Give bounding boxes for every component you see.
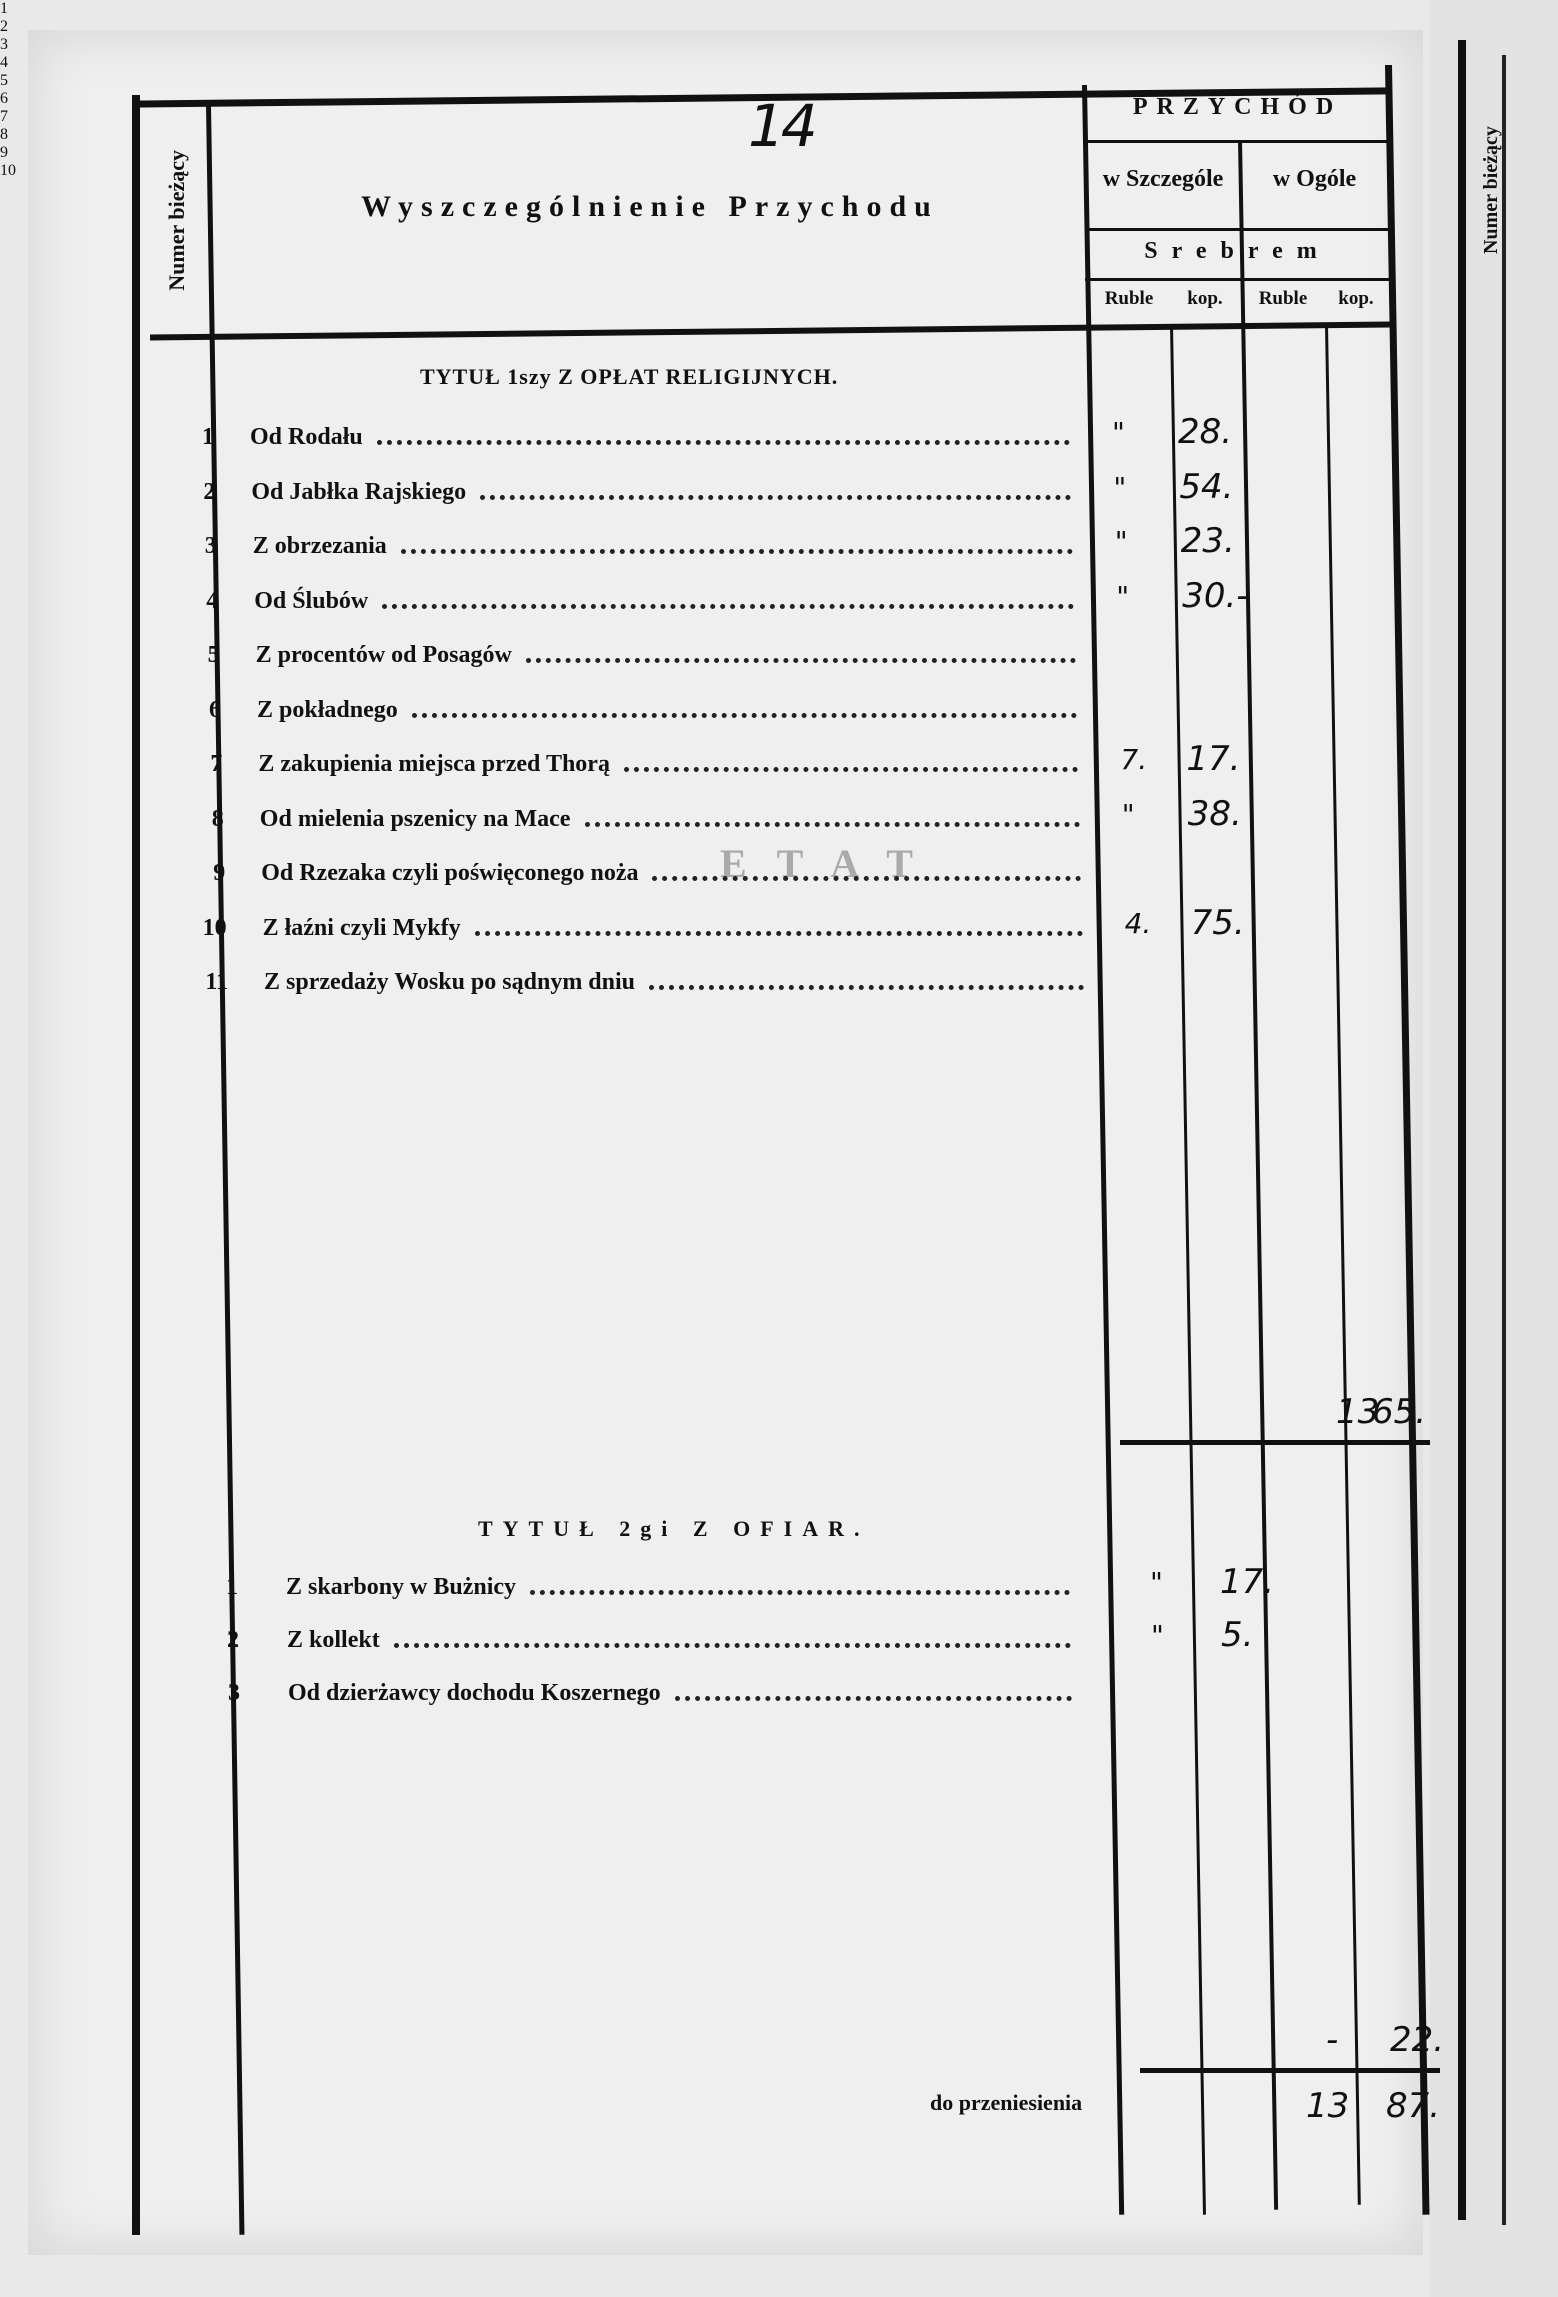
adjacent-row-number: 2	[0, 18, 8, 35]
section2-total-kop: 22.	[1390, 2020, 1445, 2060]
kop-header-1: kop.	[1187, 288, 1223, 309]
row-number: 6	[209, 696, 221, 723]
row-label: Z sprzedaży Wosku po sądnym dniu	[264, 969, 636, 995]
numer-biezacy-label: Numer bieżący	[164, 149, 189, 291]
row-number: 4	[206, 587, 219, 614]
row-label: Od Rzezaka czyli poświęconego noża	[261, 860, 639, 886]
numer-biezacy-header	[152, 120, 202, 320]
adjacent-numer-label: Numer bieżący	[1480, 126, 1502, 254]
bleed-through-stamp: ETAT	[720, 841, 943, 886]
leader-dots	[624, 757, 1078, 772]
leader-dots	[585, 812, 1080, 827]
row-number: 7	[210, 751, 223, 777]
section2-total-ruble: -	[1326, 2020, 1339, 2060]
adjacent-page-border	[1458, 40, 1466, 2220]
amount-ruble: "	[1121, 797, 1135, 831]
amount-ruble: "	[1112, 416, 1125, 449]
row-label: Od Jabłka Rajskiego	[251, 478, 467, 505]
adjacent-row-number: 9	[0, 144, 8, 161]
row-number: 2	[203, 478, 216, 505]
adjacent-row-number: 1	[0, 0, 8, 17]
leader-dots	[382, 594, 1074, 609]
amount-kop: 23.	[1180, 521, 1235, 561]
srebrem-rule	[1085, 278, 1390, 281]
ruble-header-2: Ruble	[1258, 288, 1308, 309]
row-label: Od dzierżawcy dochodu Koszernego	[288, 1680, 661, 1706]
adjacent-row-number: 10	[0, 162, 16, 179]
section1-title: TYTUŁ 1szy Z OPŁAT RELIGIJNYCH.	[420, 364, 839, 389]
adjacent-row-number: 4	[0, 54, 8, 71]
w-ogole-header: w Ogóle	[1272, 166, 1357, 192]
leader-dots	[377, 430, 1070, 445]
amount-kop: 17.	[1186, 739, 1241, 779]
amount-ruble: "	[1113, 470, 1127, 504]
row-label: Z łaźni czyli Mykfy	[262, 914, 461, 941]
page-number: 14	[748, 92, 814, 160]
row-number: 2	[227, 1627, 239, 1653]
adjacent-row-number: 3	[0, 36, 8, 53]
section1-total-kop: 65.	[1372, 1392, 1427, 1432]
adjacent-page	[1430, 0, 1558, 2297]
subhead-rule	[1085, 228, 1390, 231]
kop-header-2: kop.	[1338, 288, 1374, 309]
leader-dots	[475, 921, 1083, 936]
row-label: Z pokładnego	[257, 696, 398, 723]
section2-title: TYTUŁ 2gi Z OFIAR.	[478, 1516, 870, 1541]
leader-dots	[401, 539, 1073, 554]
przychod-rule	[1085, 140, 1390, 143]
row-number: 1	[202, 424, 214, 450]
srebrem-header: Srebrem	[1144, 238, 1331, 264]
row-label: Z obrzezania	[252, 533, 387, 559]
adjacent-row-number: 8	[0, 126, 8, 143]
row-number: 5	[207, 642, 220, 668]
section1-total-rule	[1120, 1440, 1430, 1445]
leader-dots	[526, 648, 1076, 663]
row-number: 11	[205, 969, 228, 995]
amount-ruble: "	[1114, 525, 1128, 558]
adjacent-row-number: 6	[0, 90, 8, 107]
amount-ruble: 4.	[1124, 906, 1152, 940]
amount-ruble: "	[1151, 1619, 1164, 1652]
amount-kop: 5.	[1221, 1615, 1254, 1655]
leader-dots	[530, 1580, 1070, 1595]
row-number: 3	[204, 533, 217, 559]
adjacent-row-number: 5	[0, 72, 8, 89]
leader-dots	[394, 1633, 1071, 1648]
amount-ruble: "	[1116, 579, 1130, 613]
amount-kop: 75.	[1190, 902, 1245, 943]
row-label: Z kollekt	[287, 1627, 380, 1653]
amount-kop: 38.	[1187, 793, 1242, 834]
frame-left	[132, 95, 140, 2235]
row-number: 10	[202, 914, 227, 941]
carry-ruble: 13	[1306, 2086, 1350, 2126]
adjacent-row-number: 7	[0, 108, 8, 125]
w-szczegole-header: w Szczególe	[1102, 166, 1224, 192]
row-label: Od mielenia pszenicy na Mace	[259, 805, 571, 832]
amount-kop: 17.	[1220, 1562, 1275, 1602]
amount-kop: 30.-	[1182, 575, 1249, 616]
header-title: Wyszczególnienie Przychodu	[361, 190, 939, 223]
row-number: 8	[211, 805, 224, 832]
leader-dots	[652, 866, 1081, 881]
leader-dots	[480, 485, 1071, 500]
row-number: 3	[228, 1680, 240, 1706]
adjacent-page-rule	[1502, 55, 1506, 2225]
do-przeniesienia-label: do przeniesienia	[930, 2090, 1083, 2115]
amount-ruble: "	[1150, 1566, 1163, 1599]
row-label: Z skarbony w Bużnicy	[286, 1574, 517, 1600]
row-number: 9	[213, 860, 226, 886]
leader-dots	[412, 703, 1077, 718]
row-label: Od Rodału	[250, 424, 363, 450]
row-label: Od Ślubów	[254, 587, 369, 614]
carry-kop: 87.	[1386, 2086, 1441, 2126]
leader-dots	[649, 975, 1084, 990]
row-label: Z procentów od Posagów	[255, 642, 512, 668]
amount-ruble: 7.	[1120, 743, 1148, 776]
row-label: Z zakupienia miejsca przed Thorą	[258, 751, 610, 777]
amount-kop: 54.	[1179, 466, 1234, 507]
section2-total-rule	[1140, 2068, 1440, 2073]
amount-kop: 28.	[1178, 412, 1233, 452]
ruble-header-1: Ruble	[1104, 288, 1154, 309]
leader-dots	[675, 1686, 1072, 1701]
row-number: 1	[226, 1574, 238, 1600]
section1-total-ruble: 13	[1336, 1392, 1380, 1432]
przychod-header: PRZYCHÓD	[1132, 94, 1343, 120]
